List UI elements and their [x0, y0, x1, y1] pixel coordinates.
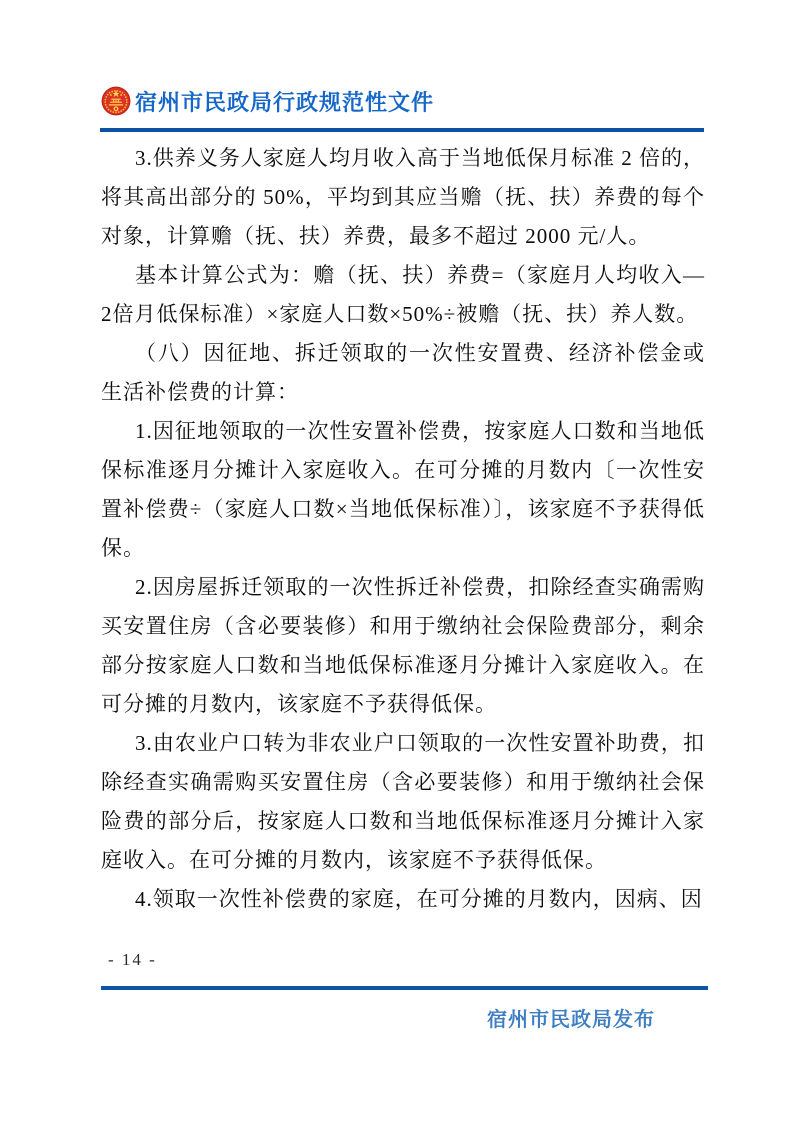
publisher-label: 宿州市民政局发布	[487, 1009, 655, 1031]
document-body	[101, 139, 705, 919]
body-paragraph-3: （八）因征地、拆迁领取的一次性安置费、经济补偿金或生活补偿费的计算：	[101, 341, 705, 404]
page-number: - 14 -	[108, 950, 157, 969]
body-paragraph-6: 3.由农业户口转为非农业户口领取的一次性安置补助费，扣除经查实确需购买安置住房（含必要装修）和用于缴纳社会保险费的部分后，按家庭人口数和当地低保标准逐月分摊计入家庭收入。在可分摊的月数内，该家庭不予获得低保。	[101, 731, 705, 872]
china-national-emblem-icon	[101, 86, 131, 116]
body-paragraph-2: 基本计算公式为：赡（抚、扶）养费=（家庭月人均收入—2倍月低保标准）×家庭人口数×50%÷被赡（抚、扶）养人数。	[101, 263, 705, 326]
body-paragraph-7: 4.领取一次性补偿费的家庭，在可分摊的月数内，因病、因	[135, 887, 703, 911]
body-paragraph-5: 2.因房屋拆迁领取的一次性拆迁补偿费，扣除经查实确需购买安置住房（含必要装修）和用于缴纳社会保险费部分，剩余部分按家庭人口数和当地低保标准逐月分摊计入家庭收入。在可分摊的月数内，该家庭不予获得低保。	[101, 575, 705, 716]
body-paragraph-1: 3.供养义务人家庭人均月收入高于当地低保月标准 2 倍的，将其高出部分的 50%，平均到其应当赡（抚、扶）养费的每个对象，计算赡（抚、扶）养费，最多不超过 2000 元/人。	[101, 146, 705, 248]
document-header	[101, 83, 705, 119]
body-paragraph-4: 1.因征地领取的一次性安置补偿费，按家庭人口数和当地低保标准逐月分摊计入家庭收入。在可分摊的月数内〔一次性安置补偿费÷（家庭人口数×当地低保标准）〕，该家庭不予获得低保。	[101, 419, 705, 560]
document-header-title: 宿州市民政局行政规范性文件	[135, 89, 435, 115]
footer-divider-line	[101, 986, 708, 990]
header-divider-line	[100, 128, 704, 132]
